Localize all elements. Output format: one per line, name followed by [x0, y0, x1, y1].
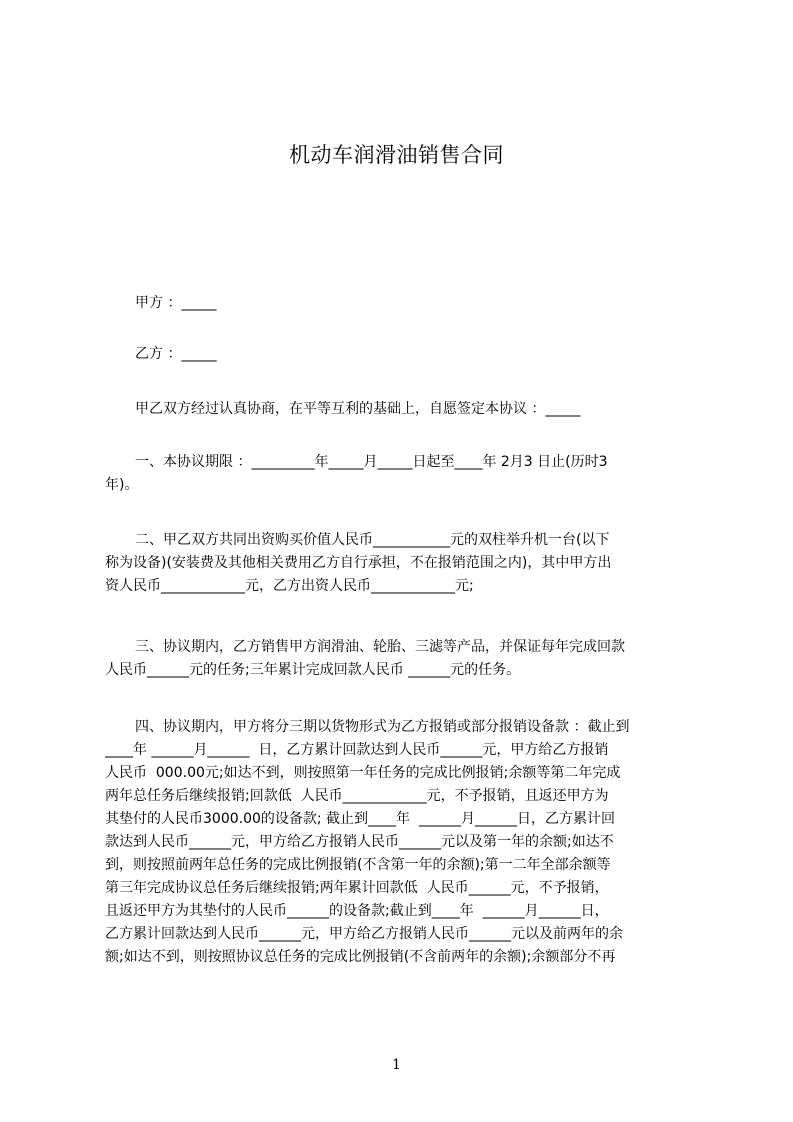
clause-1-line: 年)。	[105, 477, 139, 493]
clause-4-line: 额;如达不到，则按照协议总任务的完成比例报销(不含前两年的余额);余额部分不再	[105, 949, 616, 965]
party-a-text: 甲方 ：_____	[135, 295, 217, 311]
clause-4-paragraph	[105, 716, 709, 969]
intro-text: 甲乙双方经过认真协商，在平等互利的基础上，自愿签定本协议 ：_____	[135, 401, 581, 417]
intro-paragraph	[105, 398, 739, 421]
clause-2-paragraph	[105, 529, 709, 598]
clause-4-line: 四、协议期内，甲方将分三期以货物形式为乙方报销或部分报销设备款 ：截止到	[135, 719, 630, 735]
clause-1-paragraph	[105, 451, 709, 497]
clause-4-line: 乙方累计回款达到人民币______元，甲方给乙方报销人民币______元以及前两年的余	[105, 926, 623, 942]
clause-3-line: 三、协议期内，乙方销售甲方润滑油、轮胎、三滤等产品，并保证每年完成回款	[135, 639, 625, 655]
clause-1-line: 一、本协议期限 ：_________年_____月_____日起至____年 2月3 日止(历时3	[135, 454, 608, 470]
clause-4-line: 款达到人民币______元，甲方给乙方报销人民币______元以及第一年的余额;如达不	[105, 834, 614, 850]
clause-3-paragraph	[105, 636, 709, 682]
party-b-text: 乙方 ：_____	[135, 346, 217, 362]
document-title: 机动车润滑油销售合同	[289, 143, 504, 167]
clause-2-line: 二、甲乙双方共同出资购买价值人民币___________元的双柱举升机一台(以下	[135, 532, 610, 548]
clause-4-line: 两年总任务后继续报销;回款低 人民币____________元，不予报销，且返还甲方为	[105, 788, 609, 804]
page-number: 1	[392, 1057, 401, 1073]
clause-4-line: 其垫付的人民币3000.00的设备款; 截止到____年 ______月______日，乙方累计回	[105, 811, 615, 827]
clause-4-line: 第三年完成协议总任务后继续报销;两年累计回款低 人民币______元，不予报销，	[105, 880, 609, 896]
clause-4-line: 到，则按照前两年总任务的完成比例报销(不含第一年的余额);第一二年全部余额等	[105, 857, 611, 873]
party-a-line	[105, 292, 739, 315]
clause-3-line: 人民币______元的任务;三年累计完成回款人民币 ______元的任务。	[105, 662, 521, 678]
clause-4-line: ____年 ______月______ 日，乙方累计回款达到人民币______元，甲方给乙方报销	[105, 742, 609, 758]
party-b-line	[105, 343, 739, 366]
clause-4-line: 且返还甲方为其垫付的人民币______的设备款;截止到____年 ______月______日，	[105, 903, 609, 919]
clause-2-line: 资人民币____________元，乙方出资人民币____________元;	[105, 578, 474, 594]
clause-2-line: 称为设备)(安装费及其他相关费用乙方自行承担，不在报销范围之内)，其中甲方出	[105, 555, 612, 571]
clause-4-line: 人民币 000.00元;如达不到，则按照第一年任务的完成比例报销;余额等第二年完成	[105, 765, 621, 781]
